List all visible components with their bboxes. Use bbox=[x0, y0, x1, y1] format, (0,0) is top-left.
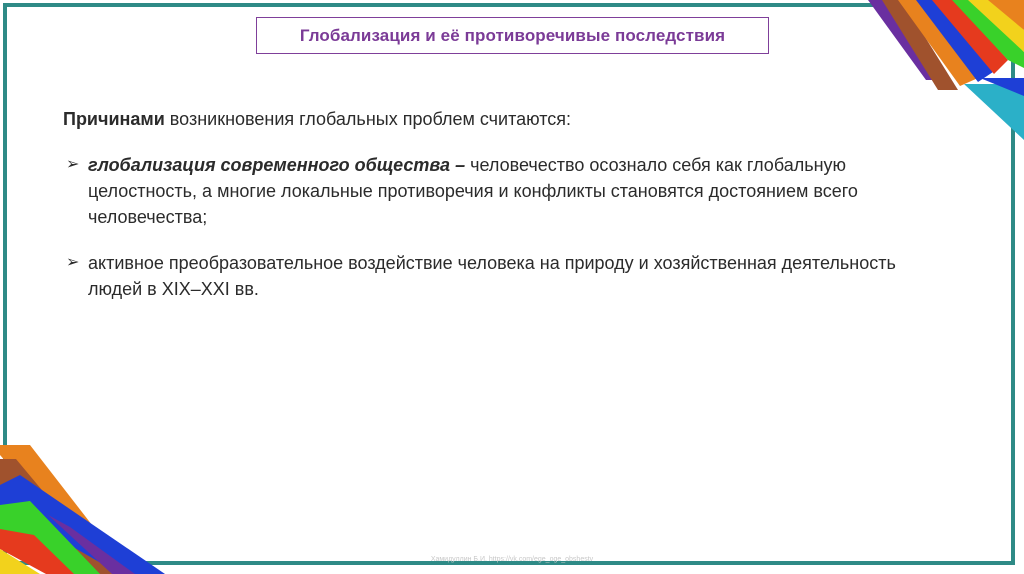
bullet-text: человечество осознало себя как глобальную целостность, а многие локальные противоречия и конфликты становятся достоянием всего человечества; bbox=[88, 155, 858, 227]
arrowhead-bullet-icon: ➢ bbox=[66, 156, 80, 173]
bullet-text: активное преобразовательное воздействие человека на природу и хозяйственная деятельность людей в XIX–XXI вв. bbox=[88, 253, 896, 299]
intro-paragraph bbox=[63, 106, 943, 132]
footer-credit: Хамидуллин Б.И. https://vk.com/ege_oge_obshestv bbox=[430, 556, 594, 563]
intro-text: возникновения глобальных проблем считаются: bbox=[164, 109, 572, 129]
bullet-bold-lead: глобализация современного общества – bbox=[88, 155, 466, 175]
title-box bbox=[256, 17, 769, 54]
slide-content bbox=[63, 106, 943, 322]
bullet-item bbox=[63, 152, 943, 230]
arrowhead-bullet-icon: ➢ bbox=[66, 254, 80, 271]
bullet-item bbox=[63, 250, 943, 302]
slide-title: Глобализация и её противоречивые последствия bbox=[299, 25, 726, 45]
intro-bold: Причинами bbox=[63, 109, 165, 129]
bottom-left-stripes-decoration bbox=[0, 445, 165, 574]
